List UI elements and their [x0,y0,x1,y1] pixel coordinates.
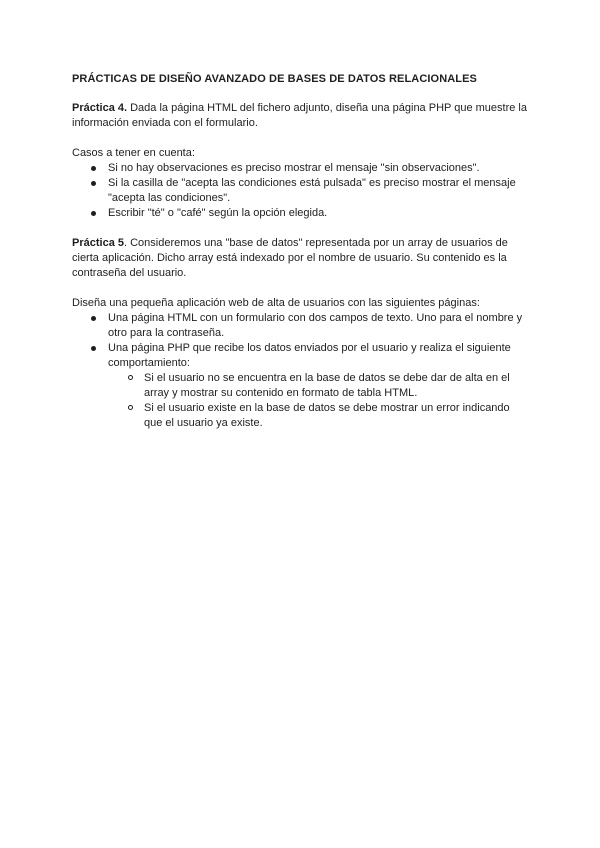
spacer [72,221,528,236]
list-item [108,371,528,401]
practica-5-paragraph [72,236,528,281]
bullet-icon [91,346,96,351]
list-item [108,401,528,431]
pages-list [72,311,528,431]
document-title: PRÁCTICAS DE DISEÑO AVANZADO DE BASES DE DATOS RELACIONALES [72,73,477,85]
practica-4-label: Práctica 4. [72,102,128,114]
case-text: Si no hay observaciones es preciso mostrar el mensaje "sin observaciones". [108,162,480,174]
hollow-bullet-icon [128,405,133,410]
practica-5-label: Práctica 5 [72,237,124,249]
list-item [72,206,528,221]
bullet-icon [91,166,96,171]
page-text: Una página PHP que recibe los datos enviados por el usuario y realiza el siguiente comportamiento: [108,342,511,369]
case-text: Escribir "té" o "café" según la opción elegida. [108,207,328,219]
bullet-icon [91,181,96,186]
practica-4-paragraph [72,101,528,131]
behaviour-text: Si el usuario existe en la base de datos se debe mostrar un error indicando que el usuario ya existe. [144,402,510,429]
behaviour-list [108,371,528,431]
case-text: Si la casilla de "acepta las condiciones está pulsada" es preciso mostrar el mensaje "acepta las condiciones". [108,177,516,204]
list-item [72,176,528,206]
hollow-bullet-icon [128,375,133,380]
cases-list [72,161,528,221]
document-content [72,72,528,431]
behaviour-text: Si el usuario no se encuentra en la base de datos se debe dar de alta en el array y mostrar su contenido en formato de tabla HTML. [144,372,510,399]
practica-4-text: Dada la página HTML del fichero adjunto, diseña una página PHP que muestre la información enviada con el formulario. [72,102,527,129]
list-item [72,161,528,176]
bullet-icon [91,316,96,321]
cases-intro: Casos a tener en cuenta: [72,147,195,159]
design-intro: Diseña una pequeña aplicación web de alta de usuarios con las siguientes páginas: [72,297,480,309]
bullet-icon [91,211,96,216]
list-item [72,311,528,341]
practica-5-text: . Consideremos una "base de datos" representada por un array de usuarios de cierta aplicación. Dicho array está indexado por el nombre de usuario. Su contenido es la contraseña del usuario. [72,237,508,279]
page-text: Una página HTML con un formulario con dos campos de texto. Uno para el nombre y otro para la contraseña. [108,312,523,339]
list-item [72,341,528,431]
